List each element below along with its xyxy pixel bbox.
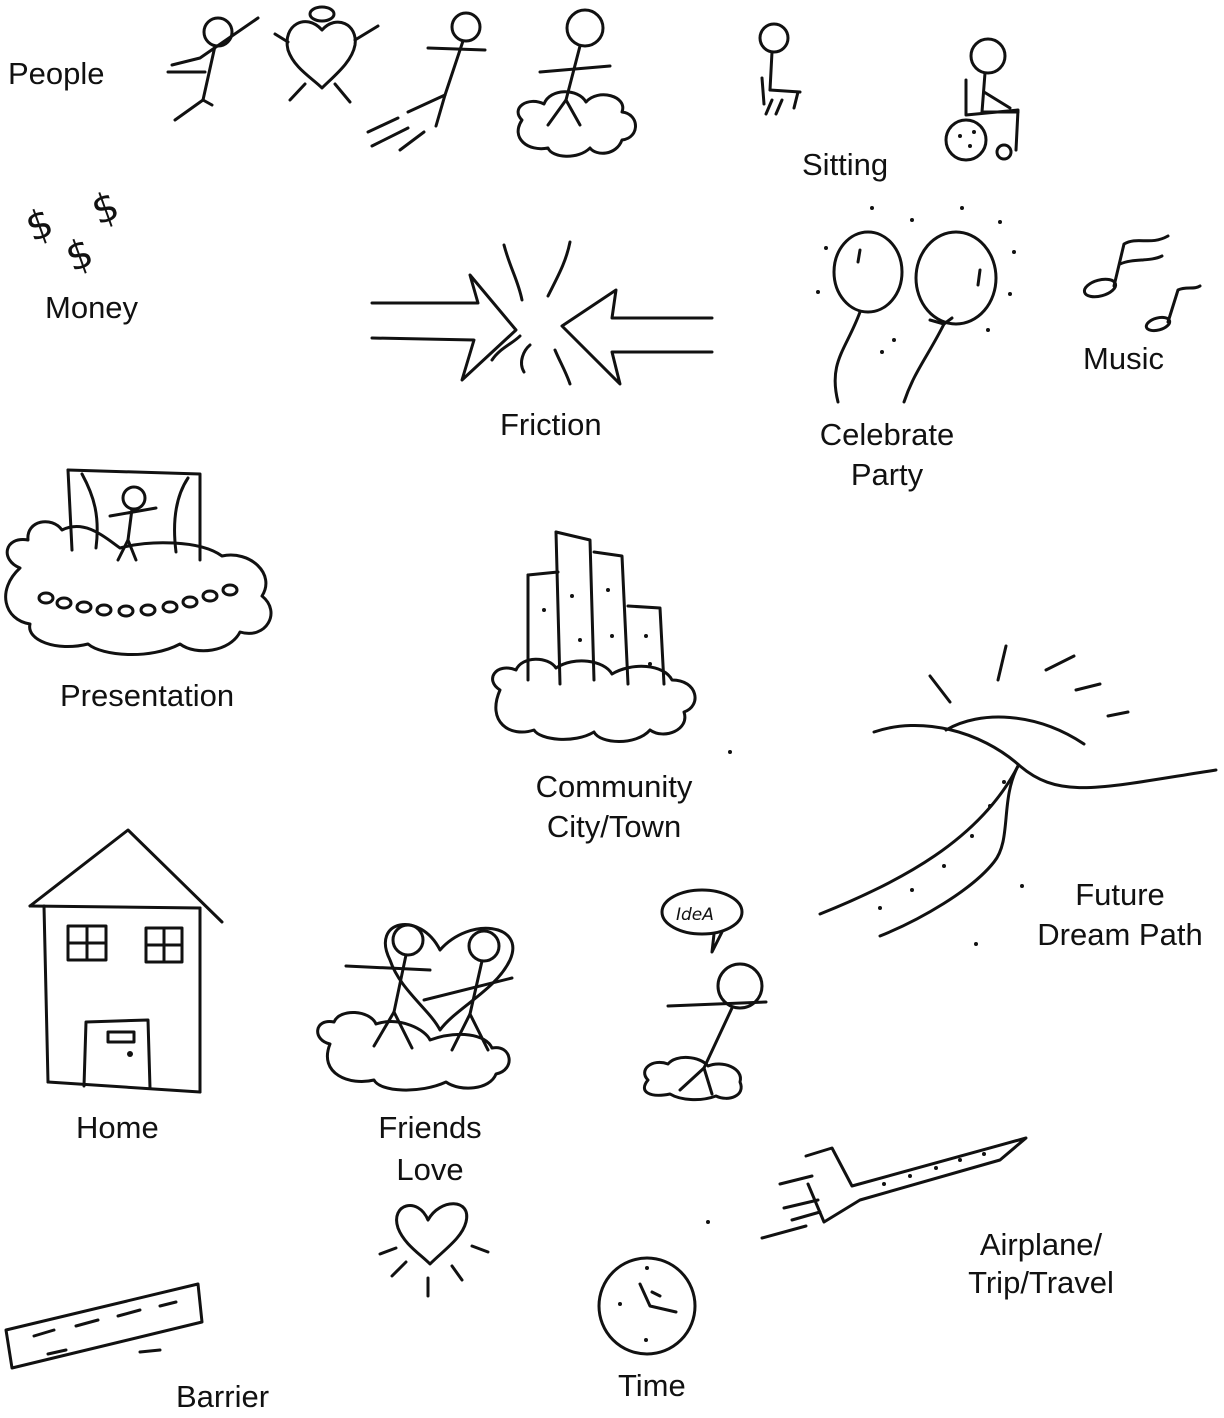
label-future: Future (1075, 877, 1165, 912)
label-people: People (8, 56, 105, 91)
barrier-icon (6, 1284, 202, 1368)
city-buildings-icon (493, 532, 695, 742)
label-friction: Friction (500, 407, 602, 442)
label-presentation: Presentation (60, 678, 235, 713)
stick-figure-on-cloud-icon (518, 10, 635, 156)
idea-bubble-text: IdeA (676, 905, 714, 925)
clock-icon (599, 1258, 695, 1354)
stick-figure-waving-icon (168, 18, 258, 120)
svg-text:$: $ (19, 199, 60, 252)
stick-figure-running-icon (368, 13, 485, 150)
stage-presentation-icon (6, 470, 271, 655)
airplane-icon (762, 1138, 1026, 1238)
friction-arrows-icon (372, 242, 712, 384)
label-dream-path: Dream Path (1037, 917, 1203, 952)
svg-text:$: $ (59, 229, 100, 282)
svg-text:$: $ (85, 182, 126, 235)
label-community: Community (535, 769, 693, 804)
label-time: Time (618, 1368, 686, 1403)
label-love: Love (396, 1152, 464, 1187)
label-airplane: Airplane/ (979, 1227, 1103, 1262)
label-trip-travel: Trip/Travel (968, 1265, 1114, 1300)
label-celebrate: Celebrate (819, 417, 955, 452)
stick-figure-sitting-icon (760, 24, 800, 114)
label-sitting: Sitting (802, 147, 889, 182)
label-home: Home (76, 1110, 159, 1145)
wheelchair-icon (946, 39, 1018, 160)
balloons-icon (816, 206, 1016, 402)
label-friends: Friends (378, 1110, 482, 1145)
label-party: Party (850, 457, 924, 492)
music-notes-icon (1082, 236, 1200, 333)
stick-figure-heart-icon (275, 7, 378, 102)
friends-heart-icon (318, 925, 513, 1091)
label-music: Music (1083, 341, 1164, 376)
dollar-signs-icon (20, 183, 126, 282)
heart-icon (380, 1204, 488, 1296)
house-icon (30, 830, 222, 1092)
label-city-town: City/Town (546, 809, 682, 844)
idea-person-icon (644, 890, 766, 1100)
label-money: Money (45, 290, 139, 325)
label-barrier: Barrier (176, 1379, 270, 1414)
